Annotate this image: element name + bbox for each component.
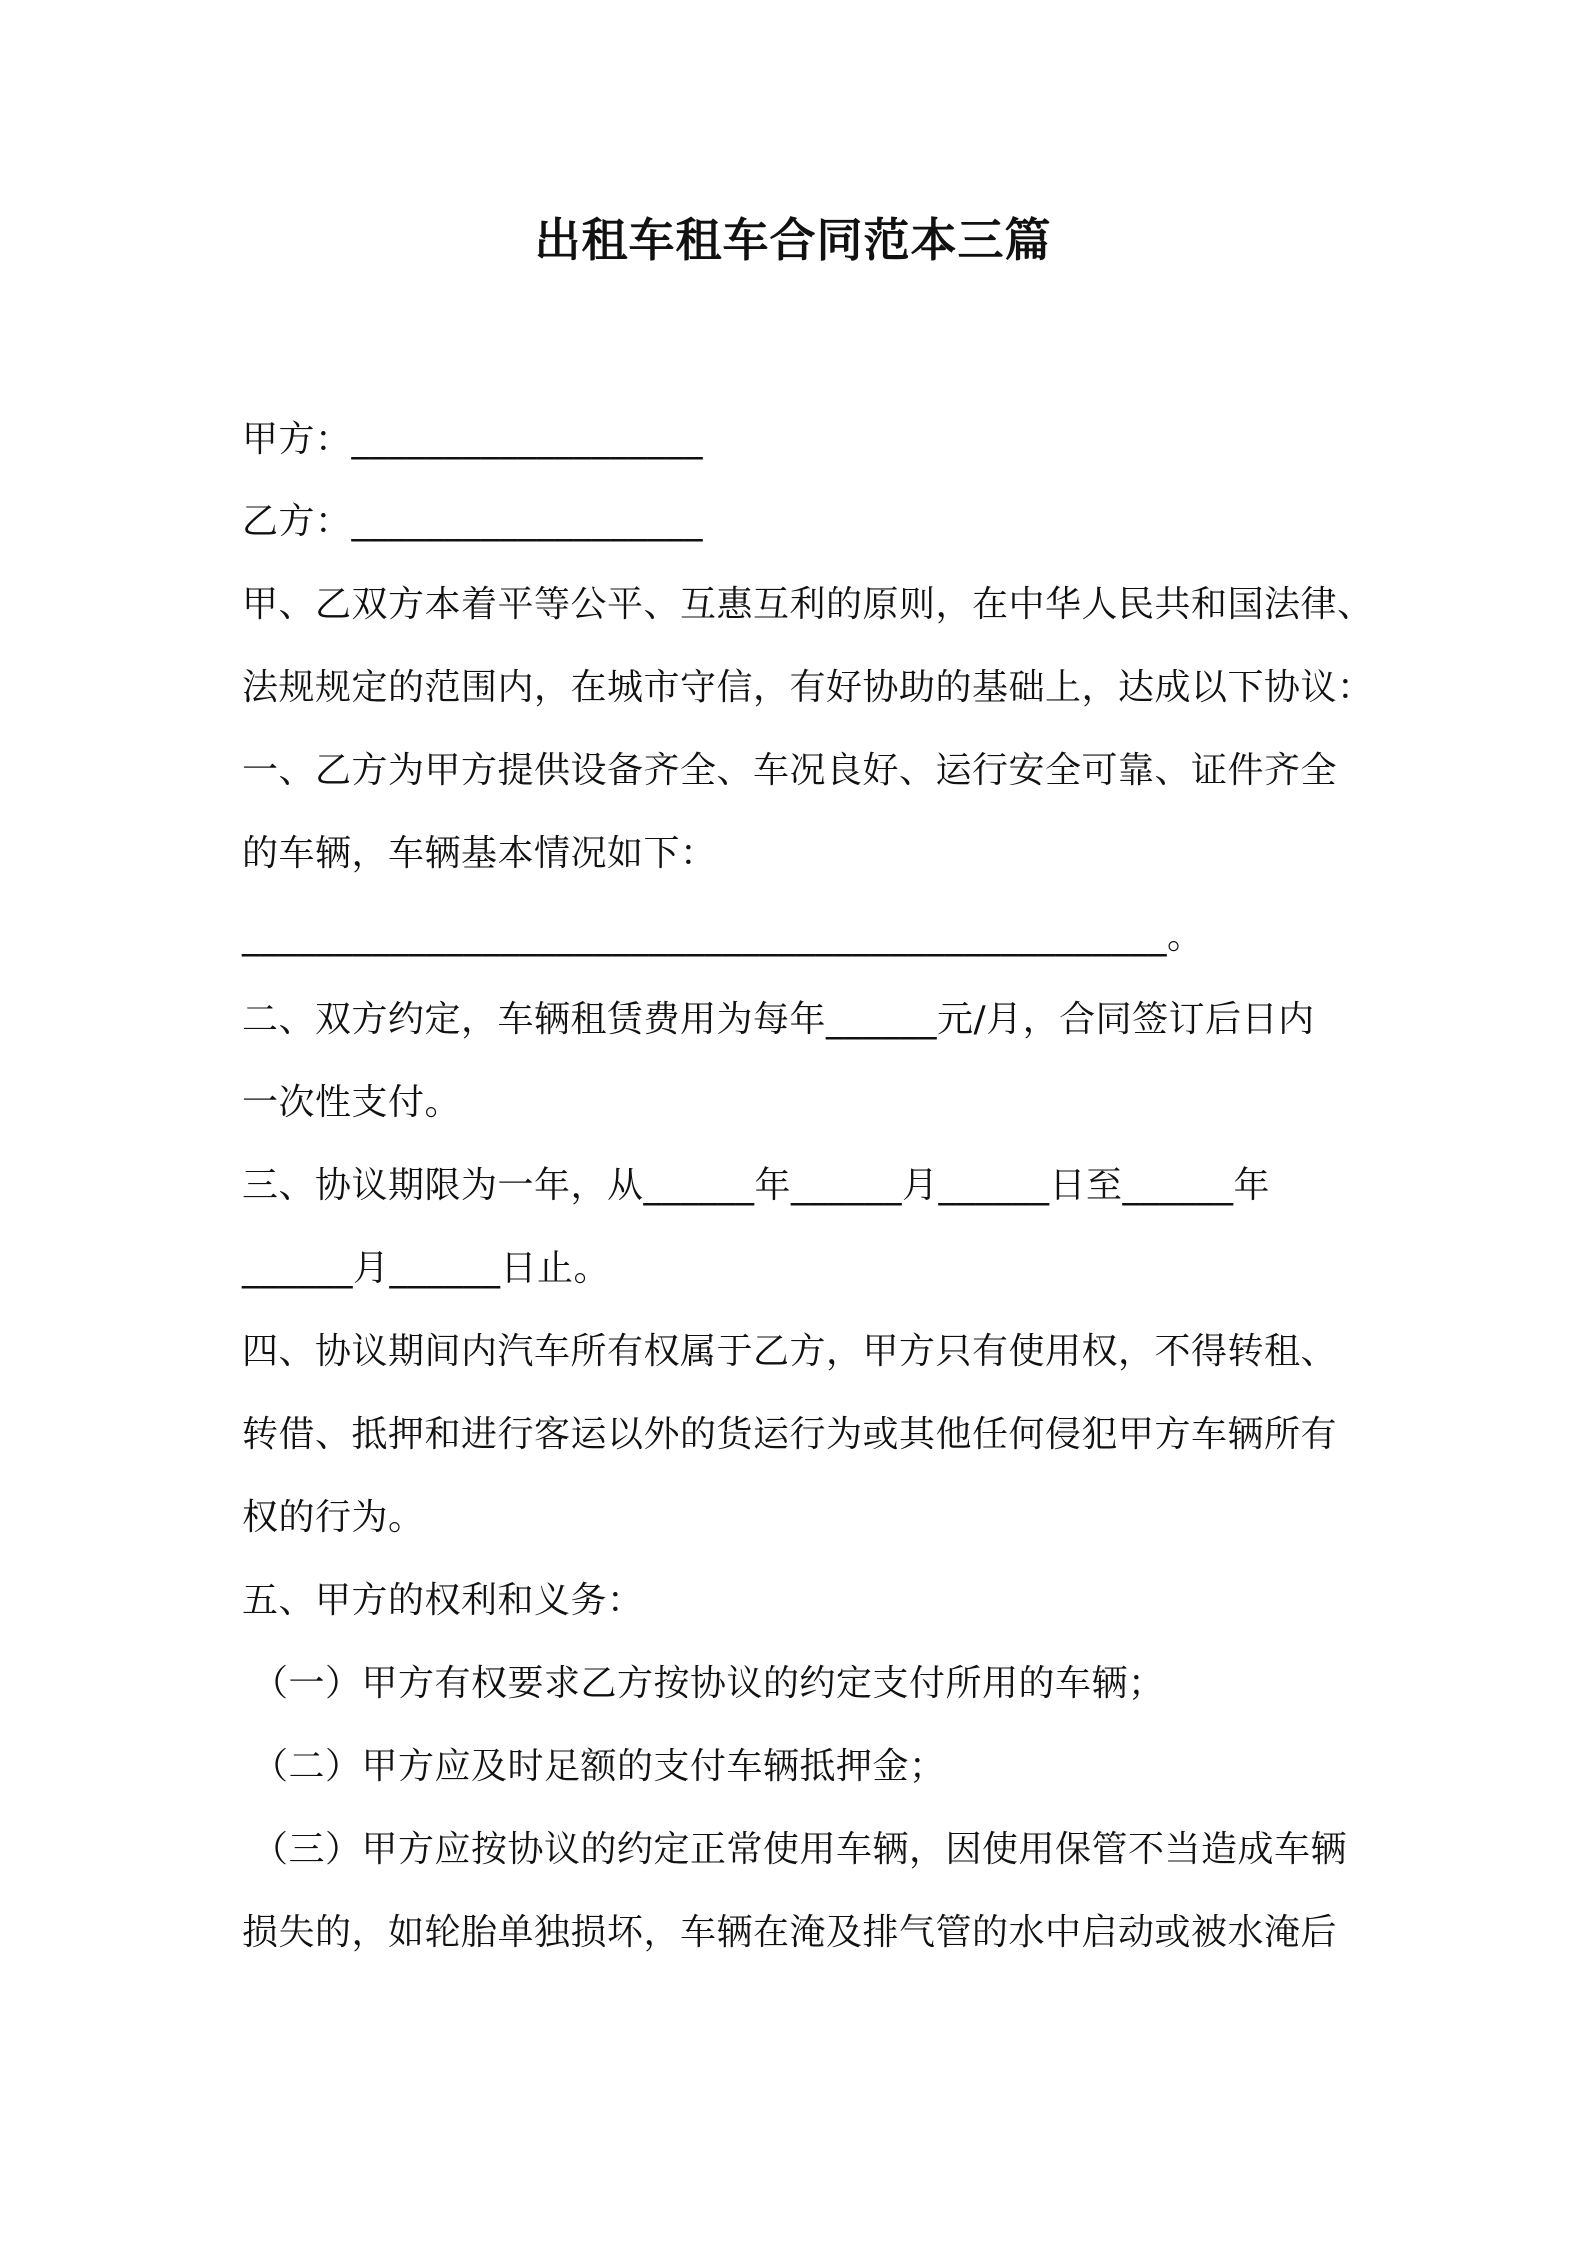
party-a-line: 甲方：___________________ [242, 419, 704, 460]
clause-4-line: 转借、抵押和进行客运以外的货运行为或其他任何侵犯甲方车辆所有 [242, 1414, 1338, 1455]
clause-5-heading: 五、甲方的权利和义务： [242, 1580, 644, 1621]
clause-1-line: 一、乙方为甲方提供设备齐全、车况良好、运行安全可靠、证件齐全 [242, 750, 1338, 791]
paragraph-line: 法规规定的范围内，在城市守信，有好协助的基础上，达成以下协议： [242, 667, 1374, 708]
clause-3-line: 三、协议期限为一年，从______年______月______日至______年 [242, 1165, 1271, 1206]
clause-5-item-3-cont: 损失的，如轮胎单独损坏，车辆在淹及排气管的水中启动或被水淹后 [242, 1912, 1338, 1953]
vehicle-info-blank: __________________________________________________。 [242, 916, 1204, 957]
clause-1-line: 的车辆，车辆基本情况如下： [242, 833, 717, 874]
clause-5-item-2: （二）甲方应及时足额的支付车辆抵押金； [252, 1746, 946, 1787]
clause-5-item-3: （三）甲方应按协议的约定正常使用车辆，因使用保管不当造成车辆 [252, 1829, 1348, 1870]
clause-2-line: 一次性支付。 [242, 1082, 462, 1123]
clause-4-line: 四、协议期间内汽车所有权属于乙方，甲方只有使用权，不得转租、 [242, 1331, 1338, 1372]
party-b-line: 乙方：___________________ [242, 501, 704, 542]
clause-4-line: 权的行为。 [242, 1497, 425, 1538]
paragraph-line: 甲、乙双方本着平等公平、互惠互利的原则，在中华人民共和国法律、 [242, 584, 1374, 625]
clause-5-item-1: （一）甲方有权要求乙方按协议的约定支付所用的车辆； [252, 1663, 1165, 1704]
document-title: 出租车租车合同范本三篇 [534, 213, 1052, 267]
clause-3-line: ______月______日止。 [242, 1248, 611, 1289]
clause-2-line: 二、双方约定，车辆租赁费用为每年______元/月，合同签订后日内 [242, 999, 1315, 1040]
